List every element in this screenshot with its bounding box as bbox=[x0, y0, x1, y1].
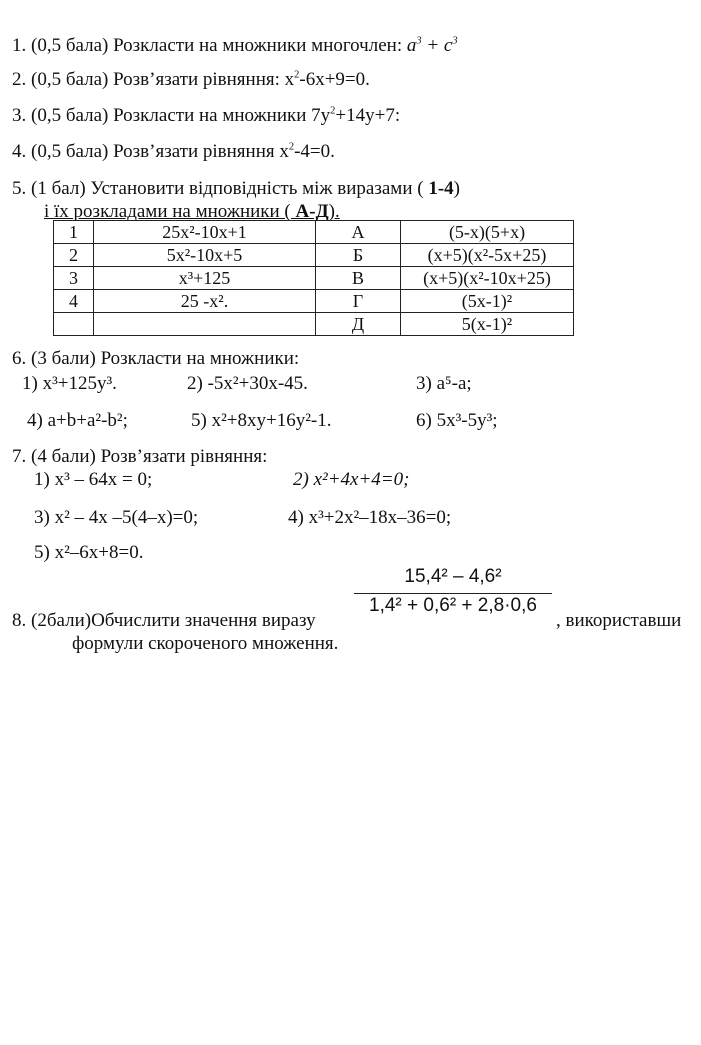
table-cell-letter: В bbox=[316, 267, 401, 290]
table-row bbox=[54, 244, 574, 267]
q6-item-3: 3) a⁵-a; bbox=[416, 373, 472, 394]
q6-item-2: 2) -5x²+30x-45. bbox=[187, 373, 308, 394]
table-cell-n: 1 bbox=[54, 221, 94, 244]
question-8-line-2: формули скороченого множення. bbox=[72, 633, 339, 654]
q7-item-5: 5) x²–6x+8=0. bbox=[34, 542, 144, 563]
table-row bbox=[54, 221, 574, 244]
fraction-denominator: 1,4² + 0,6² + 2,8·0,6 bbox=[369, 595, 537, 616]
q1-number: 1. bbox=[12, 35, 27, 56]
table-cell-n: 4 bbox=[54, 290, 94, 313]
table-cell-factor: (5x-1)² bbox=[401, 290, 574, 313]
question-2: 2. (0,5 бала) Розв’язати рівняння: $x^2-6x+9=0$. bbox=[12, 69, 370, 90]
table-cell-n: 3 bbox=[54, 267, 94, 290]
table-cell-factor: 5(x-1)² bbox=[401, 313, 574, 336]
table-row bbox=[54, 313, 574, 336]
matching-table bbox=[53, 220, 574, 336]
q6-item-6: 6) 5x³-5y³; bbox=[416, 410, 498, 431]
question-1 bbox=[12, 36, 458, 55]
question-5-line-2: і їх розкладами на множники ( А-Д). bbox=[44, 201, 340, 222]
q7-item-1: 1) x³ – 64x = 0; bbox=[34, 469, 153, 490]
q1-formula: $a^3 + c^3$ bbox=[406, 35, 458, 56]
table-cell-n bbox=[54, 313, 94, 336]
table-cell-expr bbox=[94, 313, 316, 336]
table-cell-factor: (x+5)(x²-10x+25) bbox=[401, 267, 574, 290]
table-cell-factor: (x+5)(x²-5x+25) bbox=[401, 244, 574, 267]
table-cell-expr: x³+125 bbox=[94, 267, 316, 290]
q1-text: (0,5 бала) Розкласти на множники многочлен: bbox=[31, 35, 403, 56]
table-cell-letter: Б bbox=[316, 244, 401, 267]
table-cell-expr: 25x²-10x+1 bbox=[94, 221, 316, 244]
q6-item-4: 4) a+b+a²-b²; bbox=[27, 410, 128, 431]
q7-item-4: 4) x³+2x²–18x–36=0; bbox=[288, 507, 452, 528]
table-cell-n: 2 bbox=[54, 244, 94, 267]
table-cell-letter: Г bbox=[316, 290, 401, 313]
question-6-title: 6. (3 бали) Розкласти на множники: bbox=[12, 348, 300, 369]
table-row bbox=[54, 290, 574, 313]
question-3: 3. (0,5 бала) Розкласти на множники $7y^2+14y+7$: bbox=[12, 105, 401, 126]
fraction-numerator: 15,4² – 4,6² bbox=[404, 566, 502, 587]
question-7-title: 7. (4 бали) Розв’язати рівняння: bbox=[12, 446, 268, 467]
question-8-after: , використавши bbox=[556, 610, 682, 631]
expression-fraction bbox=[354, 566, 552, 617]
question-4: 4. (0,5 бала) Розв’язати рівняння $x^2-4=0$. bbox=[12, 141, 335, 162]
table-cell-expr: 25 -x². bbox=[94, 290, 316, 313]
table-cell-letter: А bbox=[316, 221, 401, 244]
question-8-text: 8. (2бали)Обчислити значення виразу bbox=[12, 610, 316, 631]
question-5-line-1: 5. (1 бал) Установити відповідність між виразами ( 1-4) bbox=[12, 178, 460, 199]
q6-item-1: 1) x³+125y³. bbox=[22, 373, 117, 394]
table-row bbox=[54, 267, 574, 290]
table-cell-letter: Д bbox=[316, 313, 401, 336]
table-cell-expr: 5x²-10x+5 bbox=[94, 244, 316, 267]
fraction-bar bbox=[354, 593, 552, 594]
q7-item-3: 3) x² – 4x –5(4–x)=0; bbox=[34, 507, 199, 528]
table-cell-factor: (5-x)(5+x) bbox=[401, 221, 574, 244]
q7-item-2: 2) x²+4x+4=0; bbox=[293, 469, 410, 490]
q6-item-5: 5) x²+8xy+16y²-1. bbox=[191, 410, 332, 431]
